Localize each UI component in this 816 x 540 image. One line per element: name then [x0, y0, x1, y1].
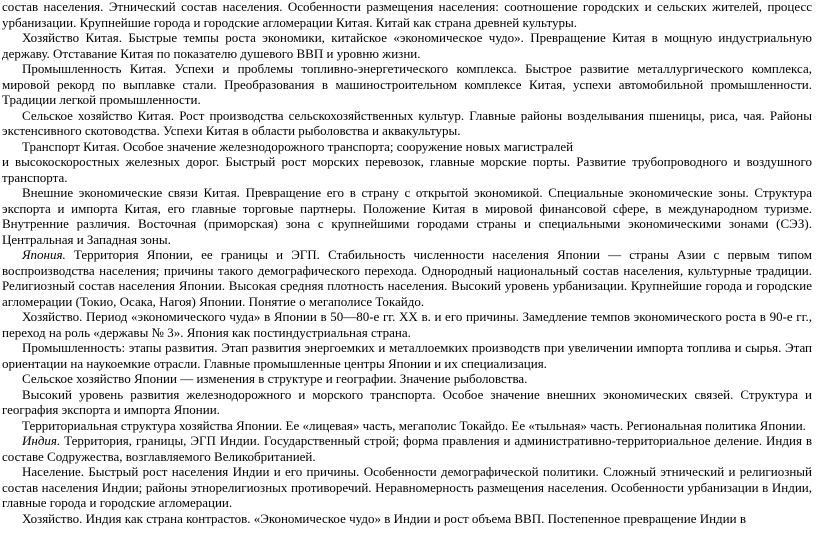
paragraph-text: Население. Быстрый рост населения Индии и его причины. Особенности демографической политики. Сложный этнический и религиозный состав населения Индии; районы этнорелигиозных противоречий. Неравномерность размещения населения. Особенности урбанизации в Индии, главные города и городские агломерации. — [2, 464, 812, 510]
paragraph-text: и высокоскоростных железных дорог. Быстрый рост морских перевозок, главные морские порты. Развитие трубопроводного и воздушного транспорта. — [2, 154, 812, 185]
paragraph-japan-transport — [2, 387, 812, 418]
paragraph-china-agriculture — [2, 108, 812, 139]
section-lead-india: Индия. — [22, 433, 61, 448]
paragraph-text: Сельское хозяйство Китая. Рост производства сельскохозяйственных культур. Главные районы возделывания пшеницы, риса, чая. Районы экстенсивного скотоводства. Успехи Китая в области рыболовства и аквакультуры. — [2, 107, 812, 138]
paragraph-text: Территория, границы, ЭГП Индии. Государственный строй; форма правления и административно-территориальное деление. Индия в составе Содружества, возглавляемого Великобританией. — [2, 433, 812, 464]
paragraph-japan-economy — [2, 309, 812, 340]
paragraph-text: Территориальная структура хозяйства Японии. Ее «лицевая» часть, мегаполис Токайдо. Ее «тыльная» часть. Региональная политика Японии. — [22, 417, 806, 433]
paragraph-text: Территория Японии, ее границы и ЭГП. Стабильность численности населения Японии — страны Азии с первым типом воспроизводства населения; причины такого демографического перехода. Однородный национальный состав населения, культурные традиции. Религиозный состав населения Японии. Высокая средняя плотность населения. Высокий уровень урбанизации. Крупнейшие города и городские агломерации (Токио, Осака, Нагоя) Японии. Понятие о мегаполисе Токайдо. — [2, 247, 812, 309]
paragraph-japan-agriculture — [2, 371, 812, 387]
paragraph-china-economy — [2, 30, 812, 61]
paragraph-text: Хозяйство. Период «экономического чуда» в Японии в 50—80-е гг. XX в. и его причины. Замедление темпов экономического роста в 90-е гг., переход на роль «державы № 3». Япония как постиндустриальная страна. — [2, 309, 812, 340]
paragraph-text: Хозяйство Китая. Быстрые темпы роста экономики, китайское «экономическое чудо». Превращение Китая в мощную индустриальную державу. Отставание Китая по показателю душевого ВВП и уровню жизни. — [2, 30, 812, 61]
paragraph-india-territory — [2, 433, 812, 464]
paragraph-text: Промышленность: этапы развития. Этап развития энергоемких и металлоемких производств при увеличении импорта топлива и сырья. Этап ориентации на наукоемкие отрасли. Главные промышленные центры Японии и их специализация. — [2, 340, 812, 371]
paragraph-china-industry — [2, 61, 812, 108]
paragraph-japan-territory — [2, 247, 812, 309]
paragraph-text: Сельское хозяйство Японии — изменения в структуре и географии. Значение рыболовства. — [22, 371, 528, 386]
paragraph-text: состав населения. Этнический состав населения. Особенности размещения населения: соотношение городских и сельских жителей, процесс урбанизации. Крупнейшие города и городские агломерации Китая. Китай как страна древней культуры. — [2, 0, 812, 30]
paragraph-text: Промышленность Китая. Успехи и проблемы топливно-энергетического комплекса. Быстрое развитие металлургического комплекса, мировой рекорд по выплавке стали. Преобразования в машиностроительном комплексе Китая, успехи автомобильной промышленности. Традиции легкой промышленности. — [2, 61, 812, 107]
paragraph-china-population — [2, 0, 812, 30]
paragraph-china-foreign-trade — [2, 185, 812, 247]
paragraph-china-transport — [2, 139, 812, 186]
paragraph-text: Высокий уровень развития железнодорожного и морского транспорта. Особое значение внешних экономических связей. Структура и география экспорта и импорта Японии. — [2, 386, 812, 417]
paragraph-india-population — [2, 464, 812, 511]
paragraph-japan-territorial-structure — [2, 418, 812, 434]
paragraph-japan-industry — [2, 340, 812, 371]
paragraph-first-line: Транспорт Китая. Особое значение железнодорожного транспорта; сооружение новых магистралей — [22, 138, 574, 154]
paragraph-india-economy — [2, 511, 812, 527]
paragraph-text: Хозяйство. Индия как страна контрастов. «Экономическое чудо» в Индии и рост объема ВВП. Постепенное превращение Индии в — [22, 510, 746, 526]
section-lead-japan: Япония. — [22, 247, 66, 262]
paragraph-text: Внешние экономические связи Китая. Превращение его в страну с открытой экономикой. Специальные экономические зоны. Структура экспорта и импорта Китая, его главные торговые партнеры. Положение Китая в мировой финансовой сфере, в международном туризме. Внутренние различия. Восточная (приморская) зона с крупнейшими городами страны и специальными экономическими зонами (СЭЗ). Центральная и Западная зоны. — [2, 185, 812, 247]
